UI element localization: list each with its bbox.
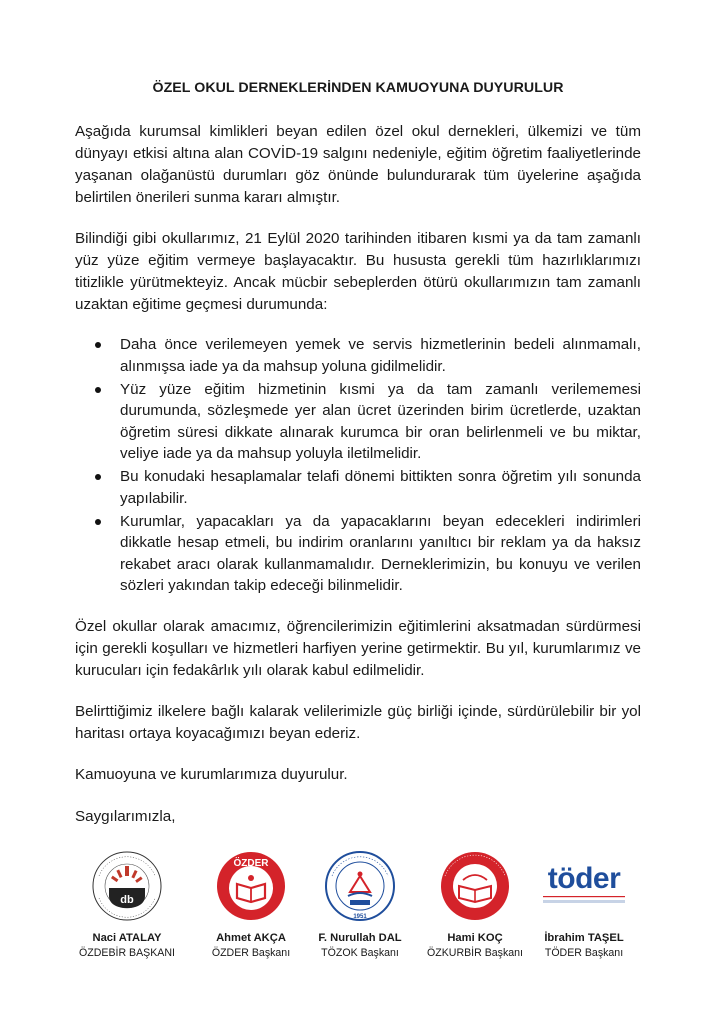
- list-item: [75, 511, 641, 597]
- signatory-role: ÖZDER Başkanı: [211, 947, 291, 959]
- list-item: [75, 379, 641, 465]
- list-item-text: Kurumlar, yapacakları ya da yapacaklarını beyan edecekleri indirimleri dikkatle hesap etmeli, bu indirim oranlarını yanıltıcı bir reklam ya da haksız rekabet aracı olarak kullanmamalıdır. Derneklerimizin, bu konuyu ve verilen sözleri yakından takip edeceği bilinmelidir.: [120, 512, 641, 594]
- tozok-logo-icon: [324, 846, 396, 926]
- signatory-role: TÖZOK Başkanı: [321, 947, 399, 959]
- signatory-role: TÖDER Başkanı: [544, 947, 624, 959]
- closing-line: Saygılarımızla,: [75, 808, 176, 825]
- signatory-name: İbrahim TAŞEL: [544, 932, 624, 944]
- bullet-icon: [95, 387, 101, 393]
- list-item: [75, 466, 641, 509]
- context-paragraph: Bilindiği gibi okullarımız, 21 Eylül 2020 tarihinden itibaren kısmi ya da tam zamanlı yüz yüze eğitim vermeye başlayacaktır. Bu hususta gerekli tüm hazırlıklarımızı titizlikle yürütmekteyiz. Ancak mücbir sebeplerden ötürü okullarımızın tam zamanlı uzaktan eğitime geçmesi durumunda:: [75, 230, 641, 313]
- goal-paragraph: Özel okullar olarak amacımız, öğrencilerimizin eğitimlerini aksatmadan sürdürmesi için gerekli koşulları ve hizmetleri harfiyen yerine getirmektir. Bu yıl, kurumlarımız ve kurucuları için fedakârlık yılı olarak kabul edilmelidir.: [75, 618, 641, 679]
- list-item-text: Daha önce verilemeyen yemek ve servis hizmetlerinin bedeli alınmamalı, alınmışsa iade ya da mahsup yoluna gidilmelidir.: [120, 336, 641, 375]
- svg-text:db: db: [120, 894, 134, 906]
- bullet-icon: [95, 342, 101, 348]
- list-item-text: Yüz yüze eğitim hizmetinin kısmi ya da tam zamanlı verilememesi durumunda, sözleşmede yer alan ücret üzerinden birim ücretlerde, uzaktan öğretim süresi dikkate alınarak kurumca bir oran belirlenmeli ve bu miktar, veliye iade ya da mahsup yoluyla iletilmelidir.: [120, 380, 641, 462]
- svg-text:töder: töder: [547, 862, 621, 895]
- signatory-name: Ahmet AKÇA: [216, 932, 286, 944]
- list-item-text: Bu konudaki hesaplamalar telafi dönemi bittikten sonra öğretim yılı sonunda yapılabilir.: [120, 468, 641, 507]
- recommendations-list: [75, 334, 641, 598]
- signatory-name: Naci ATALAY: [92, 932, 162, 944]
- signatories-row: [0, 838, 716, 988]
- ozder-logo-icon: [215, 846, 287, 926]
- announcement-line: Kamuoyuna ve kurumlarımıza duyurulur.: [75, 766, 348, 783]
- signatory-toder: [519, 838, 649, 959]
- commitment-paragraph: Belirttiğimiz ilkelere bağlı kalarak velilerimizle güç birliği içinde, sürdürülebilir bir yol haritası ortaya koyacağımızı beyan ederiz.: [75, 703, 641, 742]
- signatory-ozdebir: [62, 838, 192, 959]
- svg-text:ÖZDER: ÖZDER: [233, 858, 269, 869]
- signatory-tozok: [295, 838, 425, 959]
- document-title: ÖZEL OKUL DERNEKLERİNDEN KAMUOYUNA DUYURULUR: [152, 80, 564, 96]
- signatory-name: Hami KOÇ: [447, 932, 503, 944]
- signatory-role: ÖZDEBİR BAŞKANI: [79, 947, 175, 959]
- toder-logo-icon: [529, 846, 639, 926]
- signatory-name: F. Nurullah DAL: [318, 932, 402, 944]
- bullet-icon: [95, 519, 101, 525]
- bullet-icon: [95, 474, 101, 480]
- svg-text:1951: 1951: [353, 914, 367, 920]
- intro-paragraph: Aşağıda kurumsal kimlikleri beyan edilen özel okul dernekleri, ülkemizi ve tüm dünyayı etkisi altına alan COVİD-19 salgını nedeniyle, eğitim öğretim faaliyetlerinde yaşanan olağanüstü durumları göz önünde bulundurarak tüm üyelerine aşağıda belirtilen önerileri sunma kararı almıştır.: [75, 123, 641, 206]
- list-item: [75, 334, 641, 377]
- signatory-role: ÖZKURBİR Başkanı: [427, 947, 523, 959]
- ozkurbir-logo-icon: [439, 846, 511, 926]
- ozdebir-logo-icon: [91, 846, 163, 926]
